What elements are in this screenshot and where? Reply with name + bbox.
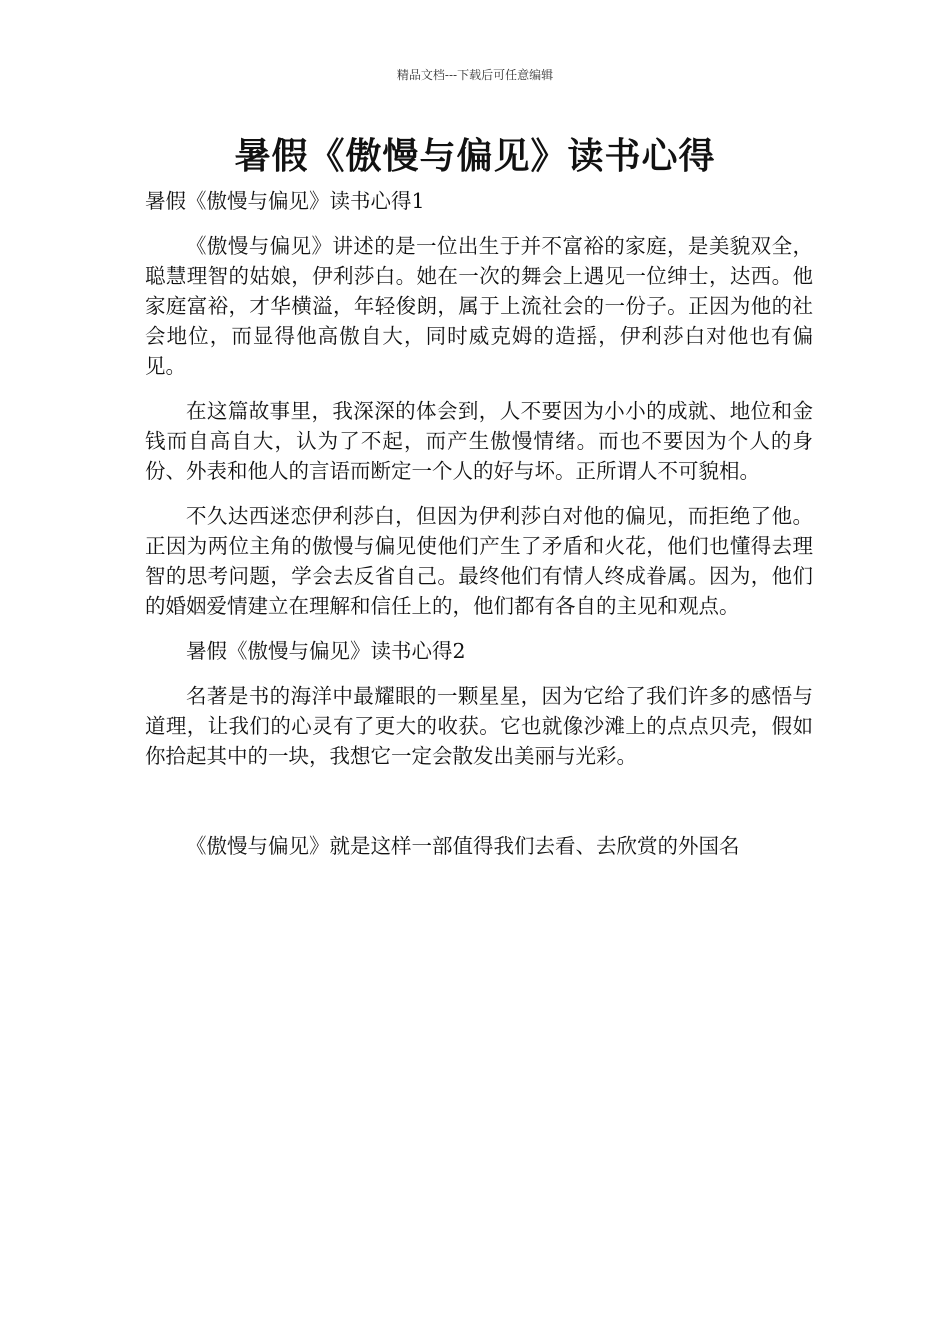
section-heading-2: 暑假《傲慢与偏见》读书心得2: [186, 639, 466, 663]
paragraph-5: 《傲慢与偏见》就是这样一部值得我们去看、去欣赏的外国名: [186, 834, 740, 858]
paragraph-2: 在这篇故事里，我深深的体会到，人不要因为小小的成就、地位和金钱而自高自大，认为了不起，而产生傲慢情绪。而也不要因为个人的身份、外表和他人的言语而断定一个人的好与坏。正所谓人不可貌相。: [145, 399, 813, 483]
document-title: 暑假《傲慢与偏见》读书心得: [234, 135, 716, 177]
section-heading-1: 暑假《傲慢与偏见》读书心得1: [145, 189, 425, 213]
document-body: [145, 186, 813, 876]
paragraph-4: 名著是书的海洋中最耀眼的一颗星星，因为它给了我们许多的感悟与道理，让我们的心灵有了更大的收获。它也就像沙滩上的点点贝壳，假如你拾起其中的一块，我想它一定会散发出美丽与光彩。: [145, 684, 813, 768]
paragraph-1: 《傲慢与偏见》讲述的是一位出生于并不富裕的家庭，是美貌双全，聪慧理智的姑娘，伊利莎白。她在一次的舞会上遇见一位绅士，达西。他家庭富裕，才华横溢，年轻俊朗，属于上流社会的一份子。正因为他的社会地位，而显得他高傲自大，同时威克姆的造摇，伊利莎白对他也有偏见。: [145, 234, 813, 378]
paragraph-3: 不久达西迷恋伊利莎白，但因为伊利莎白对他的偏见，而拒绝了他。正因为两位主角的傲慢与偏见使他们产生了矛盾和火花，他们也懂得去理智的思考问题，学会去反省自己。最终他们有情人终成眷属。因为，他们的婚姻爱情建立在理解和信任上的，他们都有各自的主见和观点。: [145, 504, 813, 618]
page-header-note: 精品文档---下载后可任意编辑: [396, 68, 554, 82]
